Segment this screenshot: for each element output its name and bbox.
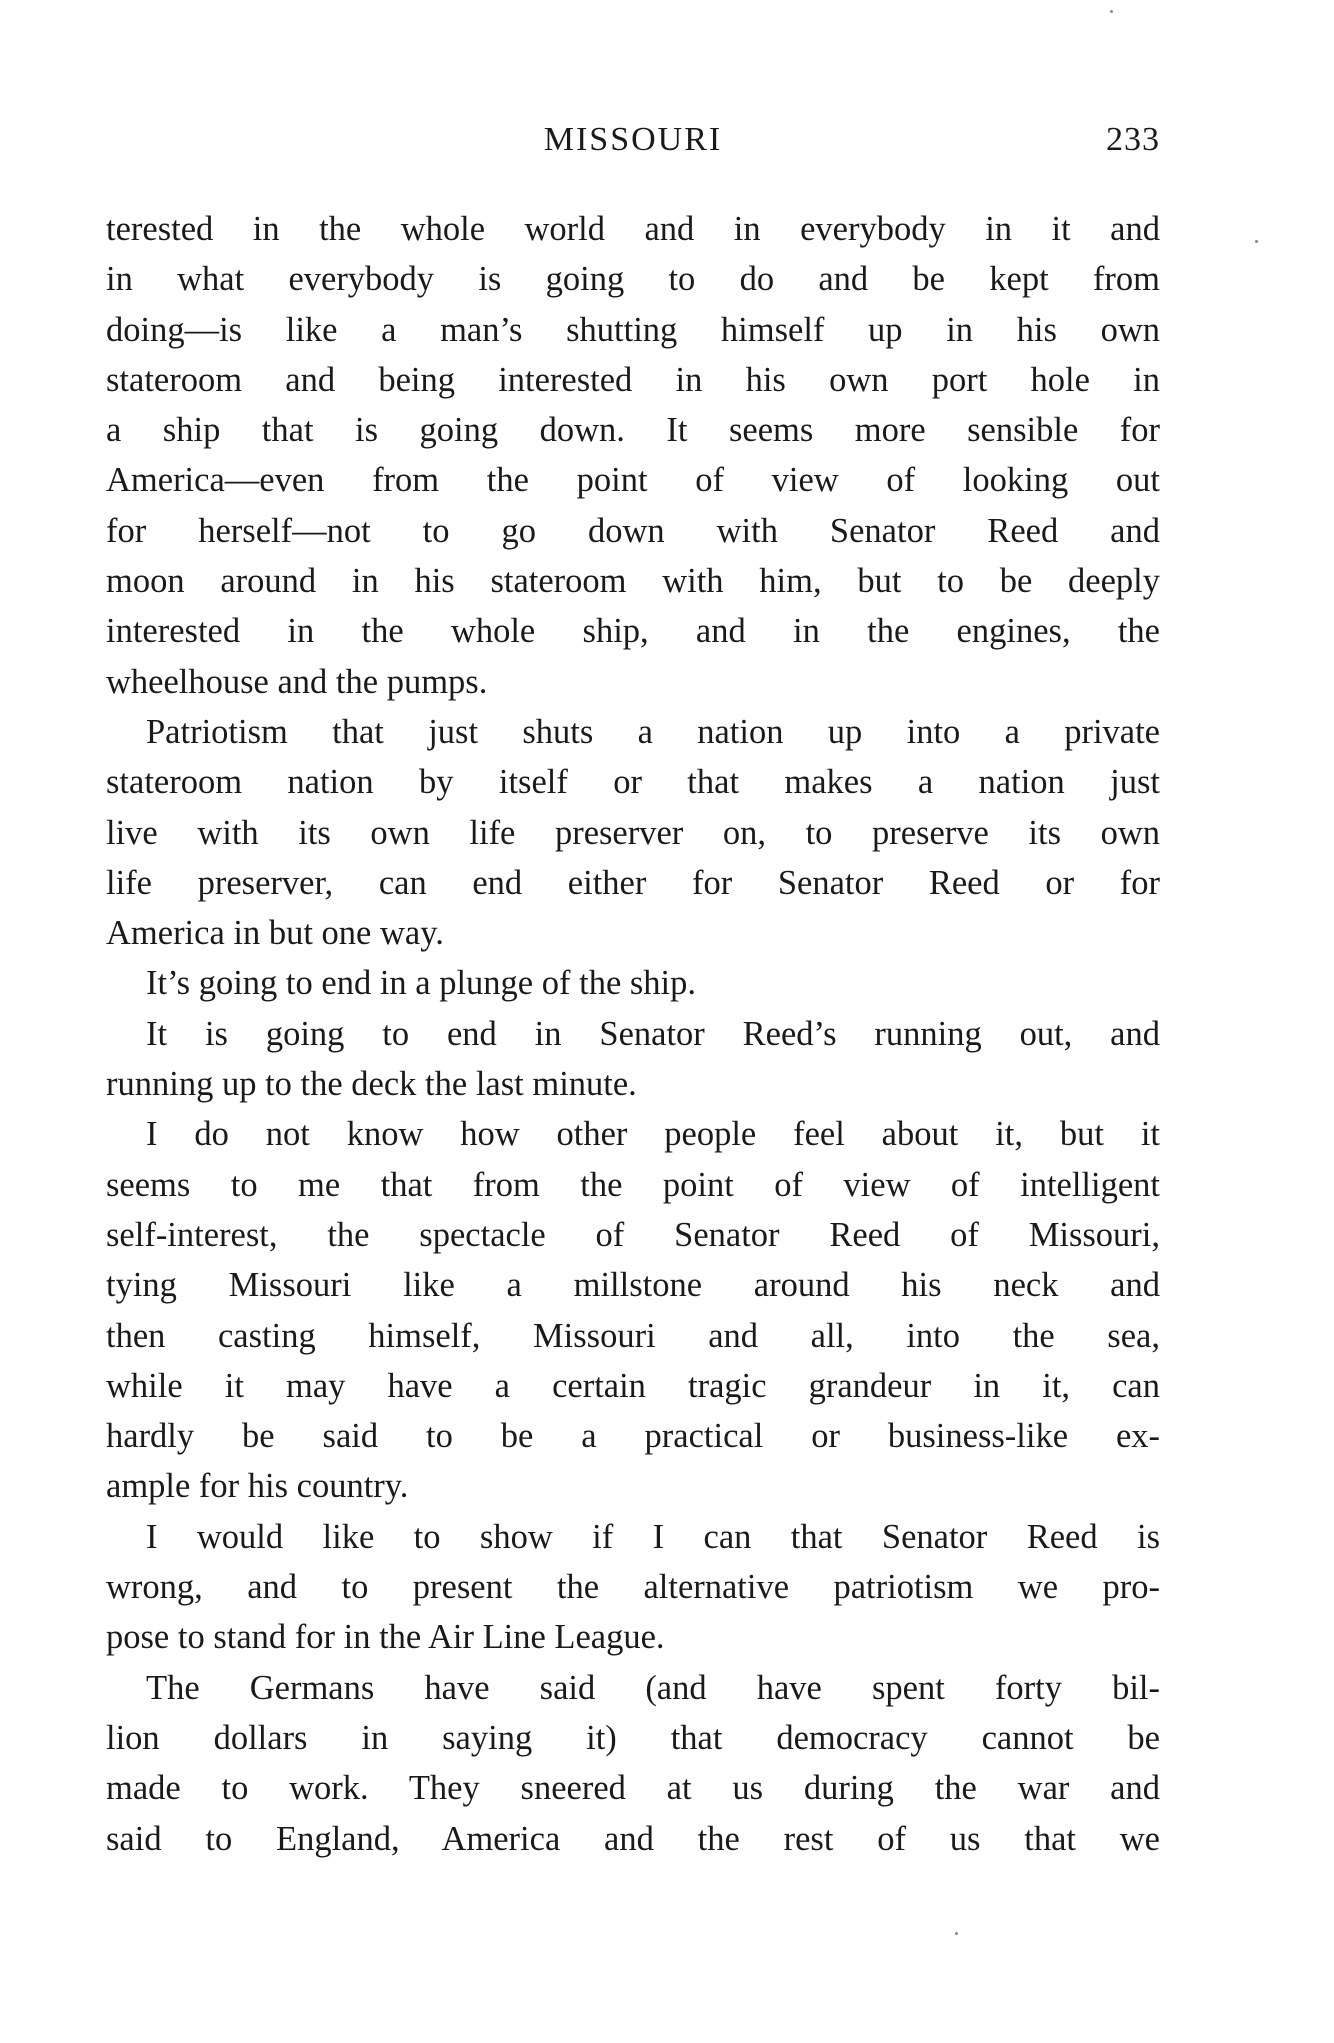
text-line: I do not know how other people feel about it, but it <box>146 1115 1160 1154</box>
scan-speck <box>955 1932 958 1935</box>
text-line: while it may have a certain tragic grandeur in it, can <box>106 1366 1160 1405</box>
text-line: a ship that is going down. It seems more sensible for <box>106 411 1160 450</box>
text-line: ample for his country. <box>106 1467 409 1506</box>
text-line: pose to stand for in the Air Line League. <box>106 1618 665 1657</box>
body-text <box>106 204 1160 1864</box>
text-line: I would like to show if I can that Senator Reed is <box>146 1517 1160 1556</box>
text-line: America in but one way. <box>106 914 444 953</box>
text-line: self-interest, the spectacle of Senator Reed of Missouri, <box>106 1215 1160 1254</box>
paragraph <box>106 707 1160 958</box>
text-line: tying Missouri like a millstone around his neck and <box>106 1266 1160 1305</box>
text-line: running up to the deck the last minute. <box>106 1065 637 1104</box>
text-line: said to England, America and the rest of us that we <box>106 1819 1160 1858</box>
text-line: then casting himself, Missouri and all, into the sea, <box>106 1316 1160 1355</box>
text-line: doing—is like a man’s shutting himself up in his own <box>106 310 1160 349</box>
text-line: life preserver, can end either for Senator Reed or for <box>106 863 1160 902</box>
text-line: in what everybody is going to do and be kept from <box>106 260 1160 299</box>
paragraph <box>106 204 1160 707</box>
text-line: It is going to end in Senator Reed’s running out, and <box>146 1014 1160 1053</box>
text-line: wrong, and to present the alternative patriotism we pro- <box>106 1568 1160 1607</box>
paragraph <box>106 1512 1160 1663</box>
text-line: wheelhouse and the pumps. <box>106 662 488 701</box>
page-header <box>106 118 1160 162</box>
scan-speck <box>1110 10 1113 13</box>
text-line: live with its own life preserver on, to preserve its own <box>106 813 1160 852</box>
text-line: It’s going to end in a plunge of the ship. <box>146 964 697 1003</box>
running-head: MISSOURI <box>543 121 723 158</box>
text-line: terested in the whole world and in everybody in it and <box>106 210 1160 248</box>
text-line: moon around in his stateroom with him, but to be deeply <box>106 562 1160 601</box>
text-line: stateroom and being interested in his own port hole in <box>106 360 1160 399</box>
text-line: America—even from the point of view of looking out <box>106 461 1160 500</box>
text-line: made to work. They sneered at us during the war and <box>106 1769 1160 1808</box>
text-line: The Germans have said (and have spent forty bil- <box>146 1668 1160 1707</box>
text-line: for herself—not to go down with Senator Reed and <box>106 511 1160 550</box>
text-line: lion dollars in saying it) that democracy cannot be <box>106 1718 1160 1757</box>
paragraph <box>106 958 1160 1008</box>
text-line: seems to me that from the point of view of intelligent <box>106 1165 1160 1204</box>
paragraph <box>106 1109 1160 1511</box>
text-line: hardly be said to be a practical or business-like ex- <box>106 1417 1160 1456</box>
text-line: interested in the whole ship, and in the engines, the <box>106 612 1160 651</box>
text-line: Patriotism that just shuts a nation up into a private <box>146 712 1160 751</box>
paragraph <box>106 1009 1160 1110</box>
scan-speck <box>1255 240 1258 243</box>
page-number: 233 <box>1106 121 1160 158</box>
text-line: stateroom nation by itself or that makes a nation just <box>106 763 1160 802</box>
paragraph <box>106 1663 1160 1864</box>
